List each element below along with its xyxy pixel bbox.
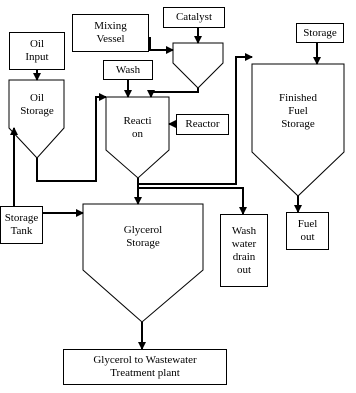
glycerol-storage-label: Glycerol Storage — [123, 224, 163, 249]
oil-storage-label: Oil Storage — [20, 92, 54, 117]
wash-water-drain-box: Wash water drain out — [220, 214, 268, 287]
oil-input-box: Oil Input — [9, 32, 65, 70]
catalyst-box: Catalyst — [163, 7, 225, 28]
wash-box: Wash — [103, 60, 153, 80]
mixing-vessel-box: Mixing Vessel — [72, 14, 149, 52]
glycerol-wastewater-box: Glycerol to Wastewater Treatment plant — [63, 349, 227, 385]
catalyst-hopper — [173, 43, 223, 88]
arrow-mixing-vessel-to-catalyst — [150, 37, 173, 50]
reaction-label: Reacti on — [123, 115, 152, 140]
storage-box: Storage — [296, 23, 344, 43]
arrow-hopper-to-reaction — [151, 88, 198, 97]
storage-tank-box: Storage Tank — [0, 206, 43, 244]
finished-fuel-storage-label: Finished Fuel Storage — [279, 91, 317, 130]
reactor-box: Reactor — [176, 114, 229, 135]
fuel-out-box: Fuel out — [286, 212, 329, 250]
